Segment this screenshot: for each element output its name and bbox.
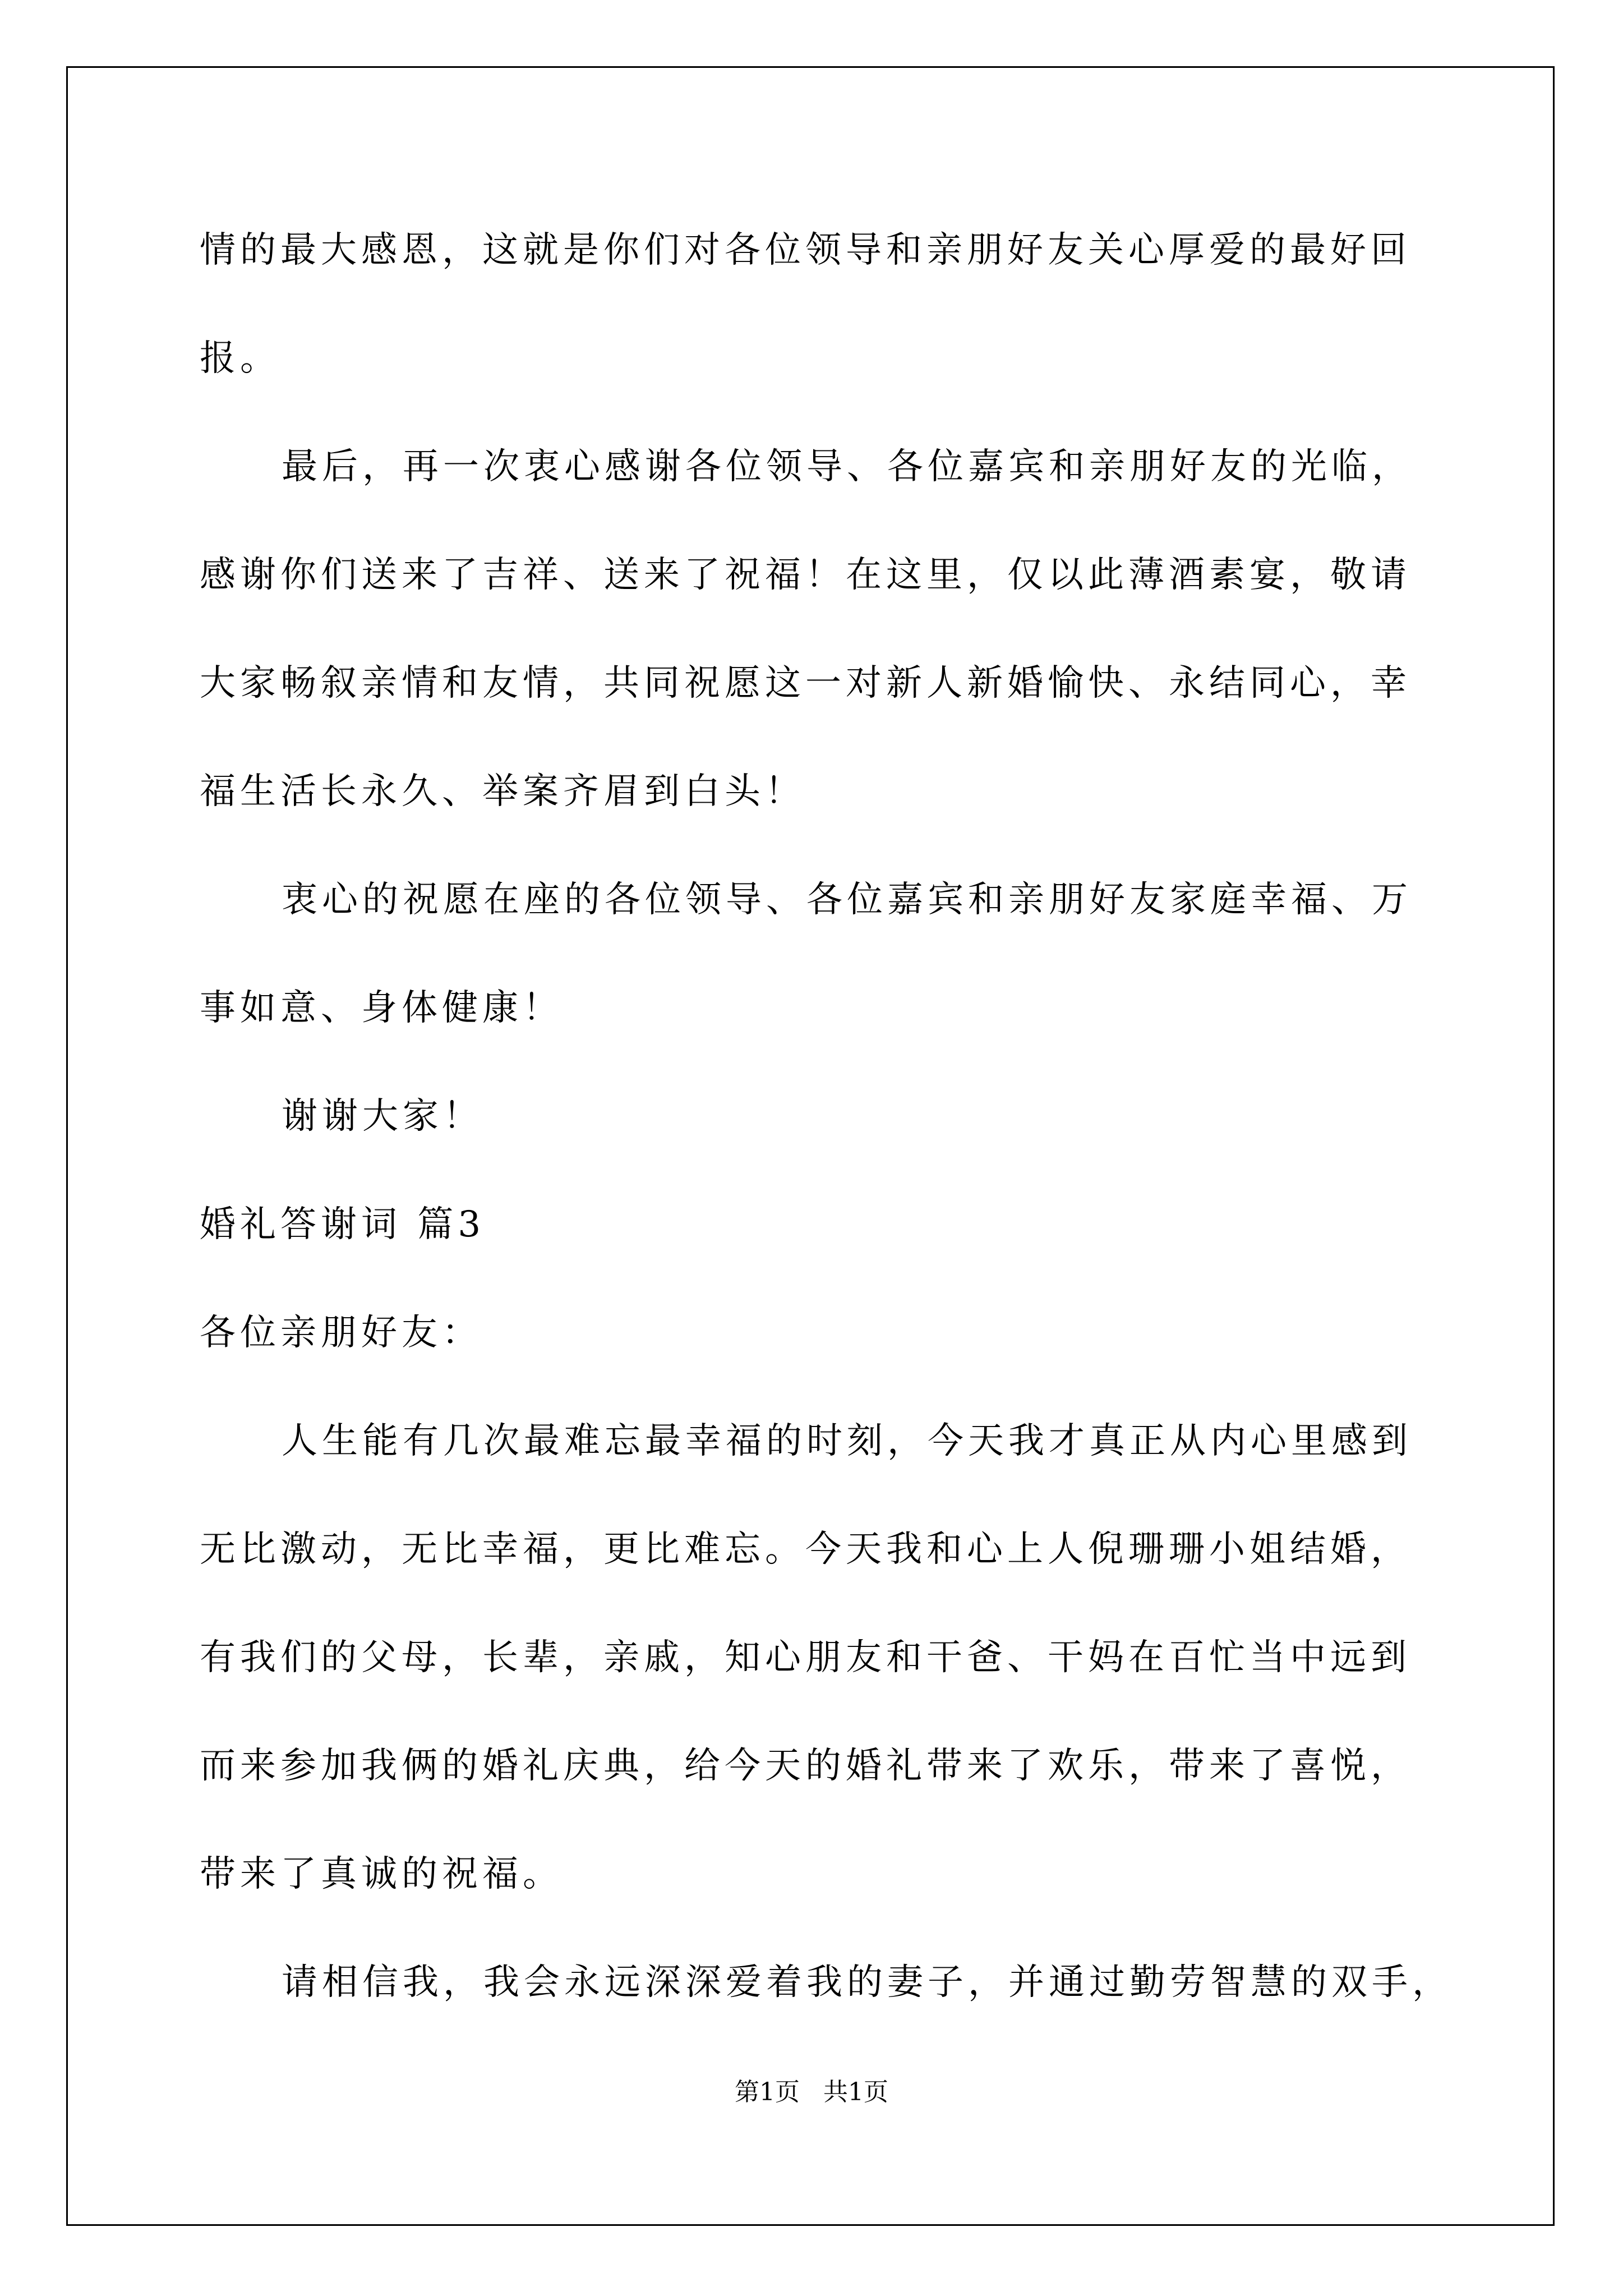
salutation: 各位亲朋好友：	[200, 1312, 482, 1354]
text-line: 请相信我，我会永远深深爱着我的妻子，并通过勤劳智慧的双手，	[282, 1962, 1453, 2003]
text-line: 人生能有几次最难忘最幸福的时刻，今天我才真正从内心里感到	[282, 1420, 1412, 1462]
text-line: 有我们的父母，长辈，亲戚，知心朋友和干爸、干妈在百忙当中远到	[200, 1637, 1411, 1678]
text-line: 报。	[200, 338, 280, 379]
text-line: 感谢你们送来了吉祥、送来了祝福！在这里，仅以此薄酒素宴，敬请	[200, 554, 1411, 596]
text-line: 最后，再一次衷心感谢各位领导、各位嘉宾和亲朋好友的光临，	[282, 446, 1412, 487]
section-heading: 婚礼答谢词 篇3	[200, 1204, 486, 1245]
text-line: 情的最大感恩，这就是你们对各位领导和亲朋好友关心厚爱的最好回	[200, 229, 1411, 271]
text-line: 而来参加我俩的婚礼庆典，给今天的婚礼带来了欢乐，带来了喜悦，	[200, 1745, 1411, 1787]
text-line: 带来了真诚的祝福。	[200, 1853, 563, 1895]
text-line: 大家畅叙亲情和友情，共同祝愿这一对新人新婚愉快、永结同心，幸	[200, 662, 1411, 704]
document-body	[200, 196, 1453, 2037]
text-line: 衷心的祝愿在座的各位领导、各位嘉宾和亲朋好友家庭幸福、万	[282, 879, 1412, 921]
text-line: 事如意、身体健康！	[200, 987, 563, 1029]
text-line: 无比激动，无比幸福，更比难忘。今天我和心上人倪珊珊小姐结婚，	[200, 1529, 1411, 1570]
text-line: 福生活长永久、举案齐眉到白头！	[200, 771, 805, 812]
text-line: 谢谢大家！	[282, 1096, 483, 1137]
page-footer: 第1页 共1页	[735, 2078, 888, 2106]
